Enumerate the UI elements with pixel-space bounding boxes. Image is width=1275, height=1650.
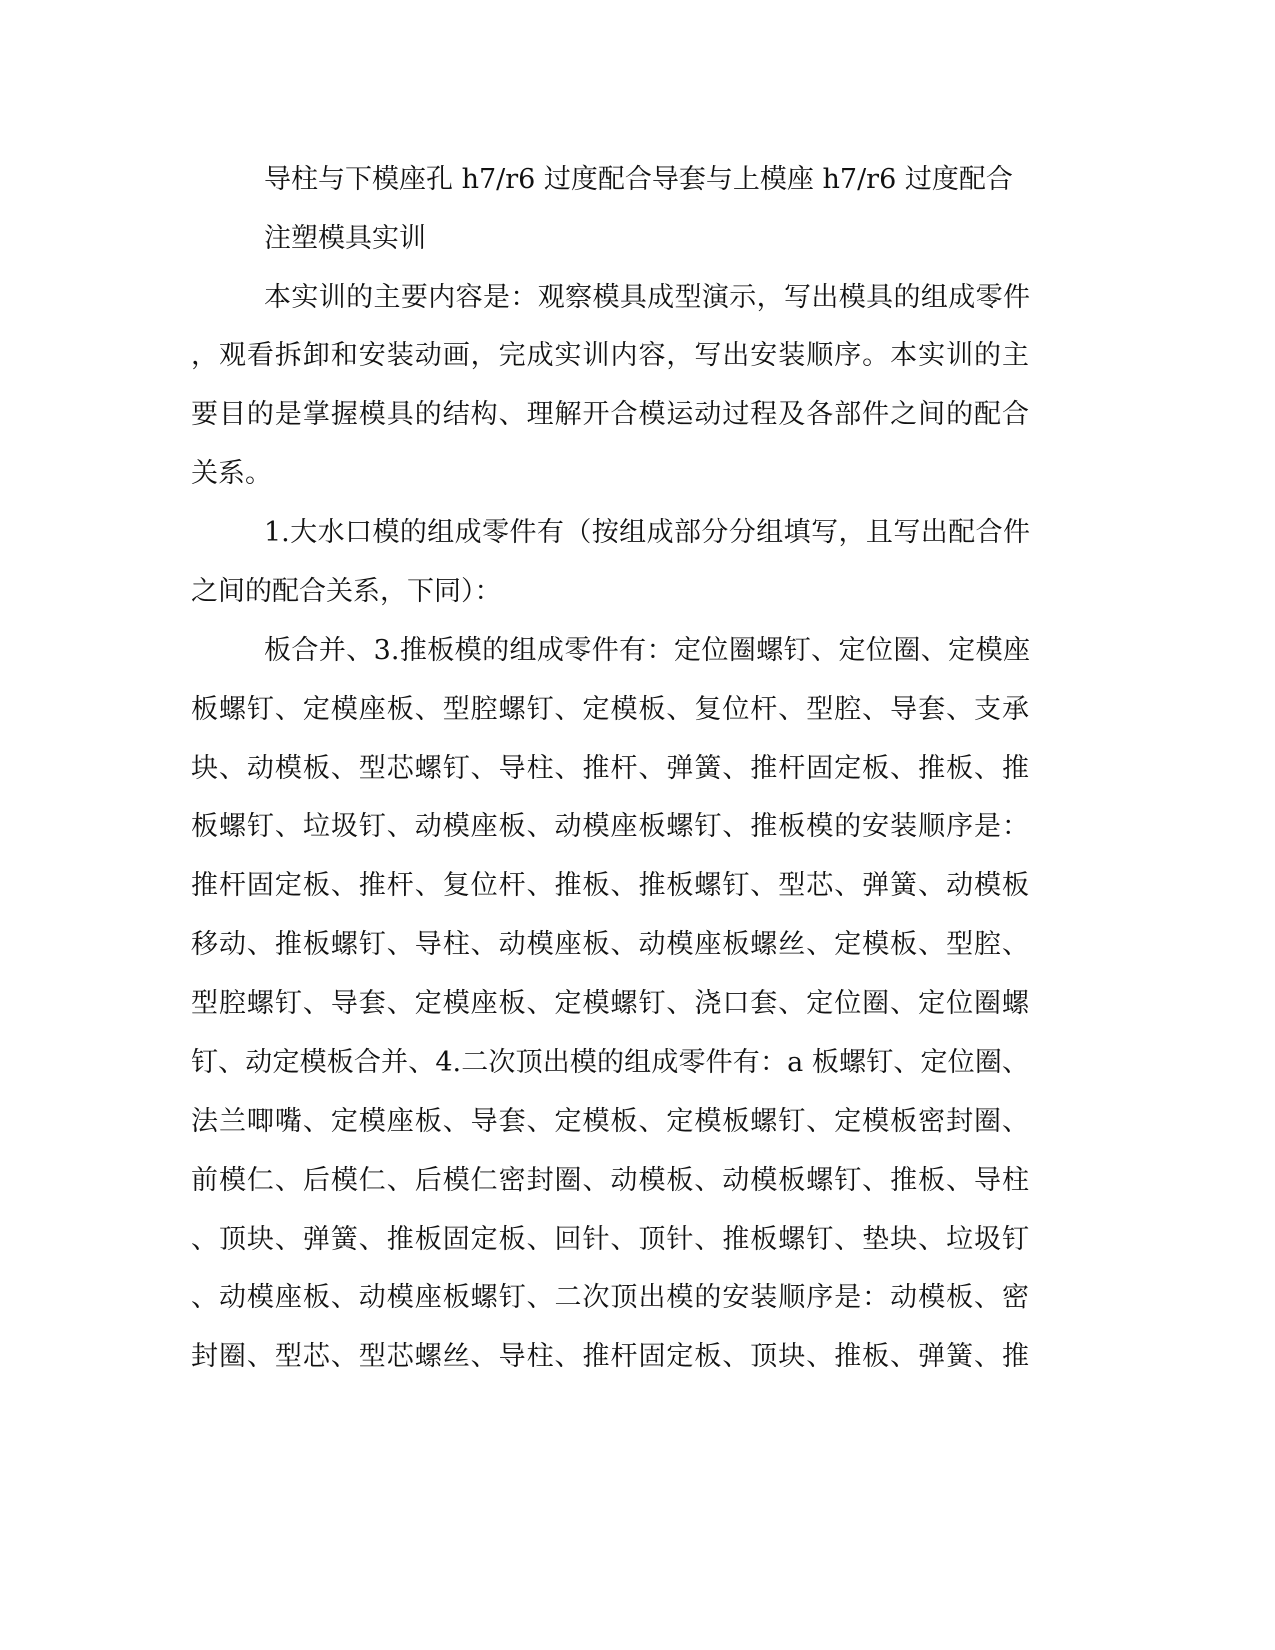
text-line: 移动、推板螺钉、导柱、动模座板、动模座板螺丝、定模板、型腔、 — [191, 929, 1029, 960]
text-line: 前模仁、后模仁、后模仁密封圈、动模板、动模板螺钉、推板、导柱 — [191, 1165, 1029, 1196]
text-line: 、顶块、弹簧、推板固定板、回针、顶针、推板螺钉、垫块、垃圾钉 — [191, 1224, 1029, 1255]
text-line: 块、动模板、型芯螺钉、导柱、推杆、弹簧、推杆固定板、推板、推 — [191, 753, 1029, 784]
text-line: 、动模座板、动模座板螺钉、二次顶出模的安装顺序是：动模板、密 — [191, 1282, 1029, 1313]
text-line: 要目的是掌握模具的结构、理解开合模运动过程及各部件之间的配合 — [191, 399, 1029, 430]
text-line: 本实训的主要内容是：观察模具成型演示，写出模具的组成零件 — [264, 282, 1030, 313]
heading-fit-note: 导柱与下模座孔 h7/r6 过度配合导套与上模座 h7/r6 过度配合 — [264, 164, 1013, 195]
text-line: 封圈、型芯、型芯螺丝、导柱、推杆固定板、顶块、推板、弹簧、推 — [191, 1341, 1029, 1372]
text-line: 1.大水口模的组成零件有（按组成部分分组填写，且写出配合件 — [264, 517, 1030, 548]
text-line: 关系。 — [191, 458, 272, 489]
text-line: 板螺钉、定模座板、型腔螺钉、定模板、复位杆、型腔、导套、支承 — [191, 694, 1029, 725]
text-line: 板螺钉、垃圾钉、动模座板、动模座板螺钉、推板模的安装顺序是： — [191, 811, 1029, 842]
section-title: 注塑模具实训 — [264, 223, 426, 254]
text-line: 法兰唧嘴、定模座板、导套、定模板、定模板螺钉、定模板密封圈、 — [191, 1106, 1029, 1137]
text-line: ，观看拆卸和安装动画，完成实训内容，写出安装顺序。本实训的主 — [191, 340, 1029, 371]
text-line: 推杆固定板、推杆、复位杆、推板、推板螺钉、型芯、弹簧、动模板 — [191, 870, 1029, 901]
text-line: 钉、动定模板合并、4.二次顶出模的组成零件有：a 板螺钉、定位圈、 — [191, 1047, 1029, 1078]
text-line: 板合并、3.推板模的组成零件有：定位圈螺钉、定位圈、定模座 — [264, 635, 1030, 666]
text-line: 型腔螺钉、导套、定模座板、定模螺钉、浇口套、定位圈、定位圈螺 — [191, 988, 1029, 1019]
text-line: 之间的配合关系，下同）： — [191, 576, 502, 607]
